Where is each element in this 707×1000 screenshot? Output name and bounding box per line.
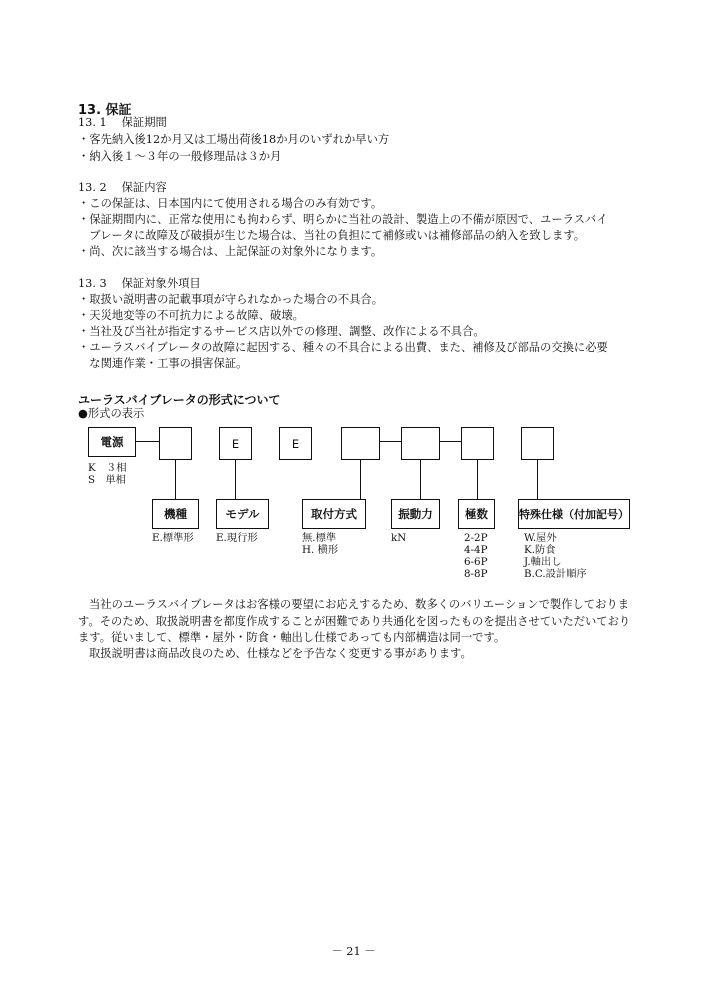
poles-note: 8-8P — [464, 568, 488, 580]
s3-item: な関連作業・工事の損害保証。 — [78, 357, 248, 370]
connector-line — [175, 460, 176, 499]
power-box: 電源 — [88, 427, 136, 457]
connector-line — [440, 441, 461, 442]
page-number: － 21 － — [331, 945, 376, 958]
special-note: J.軸出し — [524, 556, 562, 568]
s3-item: ・ユーラスバイブレータの故障に起因する、種々の不具合による出費、また、補修及び部品の交換に必要 — [78, 341, 608, 354]
model-subheading: ●形式の表示 — [78, 407, 145, 420]
s2-heading: 13. 2 保証内容 — [78, 181, 167, 194]
model-note: E.現行形 — [216, 532, 258, 544]
type-label: 機種 — [152, 499, 199, 529]
model-code-box-2: E — [279, 427, 312, 460]
s1-item: ・納入後１～３年の一般修理品は３か月 — [78, 150, 282, 163]
closing-paragraph: 当社のユーラスバイブレータはお客様の要望にお応えするため、数多くのバリエーションで製作しております。そのため、取扱説明書を都度作成することが困難であり共通化を図ったものを提出させていただいております。従いまして、標準・屋外・防食・軸出し仕様であっても内部構造は同一です。 — [78, 598, 631, 644]
connector-line — [235, 460, 236, 499]
connector-line — [420, 460, 421, 499]
poles-note: 2-2P — [464, 532, 488, 544]
s1-item: ・客先納入後12か月又は工場出荷後18か月のいずれか早い方 — [78, 133, 390, 146]
special-note: W.屋外 — [524, 532, 557, 544]
mount-code-box — [341, 427, 380, 460]
poles-code-box — [461, 427, 494, 460]
force-label: 振動力 — [391, 499, 440, 529]
model-code-box: E — [219, 427, 252, 460]
model-label: モデル — [216, 499, 269, 529]
s3-item: ・取扱い説明書の記載事項が守られなかった場合の不具合。 — [78, 293, 384, 306]
s2-item: ・保証期間内に、正常な使用にも拘わらず、明らかに当社の設計、製造上の不備が原因で、ユーラスバイ — [78, 213, 608, 226]
special-note: K.防食 — [524, 544, 556, 556]
force-note: kN — [391, 532, 407, 544]
connector-line — [537, 460, 538, 499]
mount-label: 取付方式 — [302, 499, 366, 529]
connector-line — [380, 441, 401, 442]
special-code-box — [521, 427, 554, 460]
s2-item: ・この保証は、日本国内にて使用される場合のみ有効です。 — [78, 197, 383, 210]
closing-paragraph: 取扱説明書は商品改良のため、仕様などを予告なく変更する事があります。 — [89, 647, 472, 660]
s2-item: ・尚、次に該当する場合は、上記保証の対象外になります。 — [78, 245, 383, 258]
type-code-box — [159, 427, 192, 460]
poles-note: 6-6P — [464, 556, 488, 568]
special-note: B.C.設計順序 — [524, 568, 587, 580]
s1-heading: 13. 1 保証期間 — [78, 116, 167, 129]
special-label: 特殊仕様（付加記号） — [518, 499, 630, 529]
model-heading: ユーラスバイブレータの形式について — [78, 393, 281, 407]
connector-line — [360, 460, 361, 499]
connector-line — [136, 441, 159, 442]
section-title: 13. 保証 — [78, 103, 132, 118]
s3-heading: 13. 3 保証対象外項目 — [78, 277, 201, 290]
poles-note: 4-4P — [464, 544, 488, 556]
s2-item: ブレータに故障及び破損が生じた場合は、当社の負担にて補修或いは補修部品の納入を致します。 — [78, 229, 586, 242]
power-note-s: S 単相 — [88, 474, 126, 486]
power-note-k: K ３相 — [88, 462, 127, 474]
mount-note: H. 横形 — [302, 544, 339, 556]
force-code-box — [401, 427, 440, 460]
s3-item: ・天災地変等の不可抗力による故障、破壊。 — [78, 309, 304, 322]
connector-line — [477, 460, 478, 499]
type-note: E.標準形 — [152, 532, 194, 544]
mount-note: 無.標準 — [302, 532, 337, 544]
poles-label: 極数 — [458, 499, 495, 529]
s3-item: ・当社及び当社が指定するサービス店以外での修理、調整、改作による不具合。 — [78, 325, 485, 338]
